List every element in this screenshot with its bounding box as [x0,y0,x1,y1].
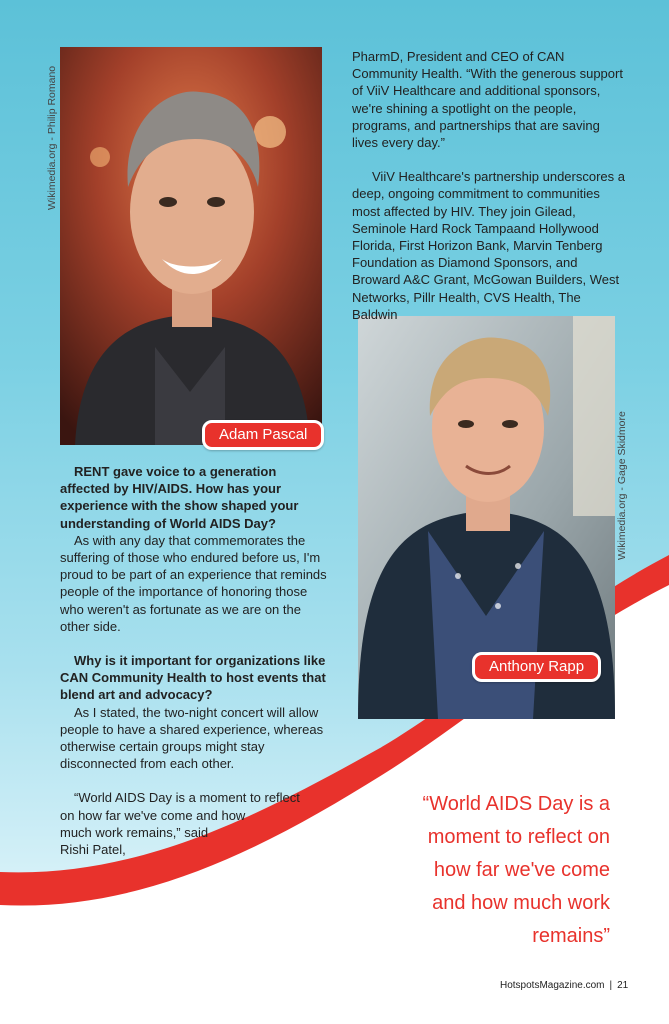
pull-quote-line-1: “World AIDS Day is a [422,793,610,815]
pull-quote-line-3: how far we've come [433,859,610,881]
caption-adam-pascal: Adam Pascal [202,420,324,450]
question-art-advocacy: Why is it important for organizations like CAN Community Health to host events that blend art and advocacy? [60,653,326,703]
pull-quote-line-4: and how much work [432,892,610,914]
quote-line-4: Rishi Patel, [60,842,126,858]
page-number: 21 [617,980,629,991]
answer-art-advocacy: As I stated, the two-night concert will allow people to have a shared experience, whereas otherwise certain groups might stay disconnected from each other. [60,704,324,772]
paragraph-viiv-partnership: ViiV Healthcare's partnership underscores a deep, ongoing commitment to communities most affected by HIV. They join Gilead, Seminole Hard Rock Tampaand Hollywood Florida, First Horizon Bank, Marvin Tenberg Foundation as Diamond Sponsors, and Broward A&C Grant, McGowan Builders, West Networks, Pillr Health, CVS Health, The Baldwin [352,169,625,322]
pull-quote [395,788,610,953]
photo-credit-gage-skidmore: Wikimedia.org - Gage Skidmore [616,411,628,560]
caption-anthony-rapp: Anthony Rapp [472,652,601,682]
pull-quote-line-5: remains” [532,925,610,947]
question-rent: RENT gave voice to a generation affected by HIV/AIDS. How has your experience with the show shaped your understanding of World AIDS Day? [60,464,299,531]
right-column-text [352,48,627,323]
paragraph-can-quote: PharmD, President and CEO of CAN Community Health. “With the generous support of ViiV Healthcare and additional sponsors, we're shining a spotlight on the people, programs, and partnerships that are saving lives every day.” [352,49,623,151]
photo-credit-philip-romano: Wikimedia.org - Philip Romano [46,65,58,210]
page-footer [500,980,628,991]
quote-line-1: “World AIDS Day is a moment to reflect [74,790,300,806]
footer-site-link[interactable]: HotspotsMagazine.com [500,980,605,991]
left-column-text [60,463,328,858]
photo-adam-pascal [60,47,322,445]
quote-line-3: much work remains,” said [60,824,209,840]
answer-rent: As with any day that commemorates the suffering of those who endured before us, I'm proud to be part of an experience that reminds people of the importance of honoring those who weren't as fortunate as we are on the other side. [60,532,327,634]
quote-line-2: on how far we've come and how [60,807,246,823]
pull-quote-line-2: moment to reflect on [427,826,610,848]
footer-separator: | [609,980,613,991]
